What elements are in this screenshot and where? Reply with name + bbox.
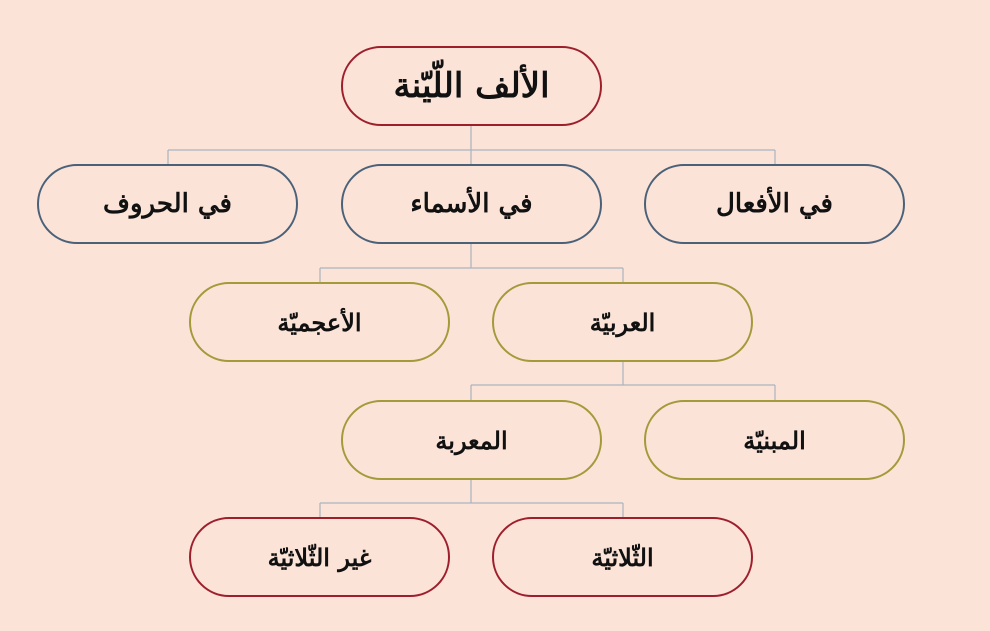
node-foreign-label: الأعجميّة bbox=[277, 307, 362, 337]
node-root-soft-alif bbox=[341, 46, 602, 126]
node-foreign bbox=[189, 282, 450, 362]
node-murab-label: المعربة bbox=[435, 425, 508, 455]
node-trilateral bbox=[492, 517, 753, 597]
node-in-letters-label: في الحروف bbox=[103, 189, 232, 219]
node-murab bbox=[341, 400, 602, 480]
node-in-nouns bbox=[341, 164, 602, 244]
node-non-trilateral bbox=[189, 517, 450, 597]
node-root-label: الألف اللّيّنة bbox=[393, 66, 550, 106]
node-mabni-label: المبنيّة bbox=[743, 425, 806, 455]
node-arabic-label: العربيّة bbox=[589, 307, 656, 337]
node-arabic bbox=[492, 282, 753, 362]
node-in-nouns-label: في الأسماء bbox=[410, 189, 533, 219]
node-in-verbs-label: في الأفعال bbox=[716, 189, 833, 219]
node-mabni bbox=[644, 400, 905, 480]
node-in-letters bbox=[37, 164, 298, 244]
node-in-verbs bbox=[644, 164, 905, 244]
node-non-trilateral-label: غير الثّلاثيّة bbox=[267, 542, 372, 572]
node-trilateral-label: الثّلاثيّة bbox=[591, 542, 654, 572]
